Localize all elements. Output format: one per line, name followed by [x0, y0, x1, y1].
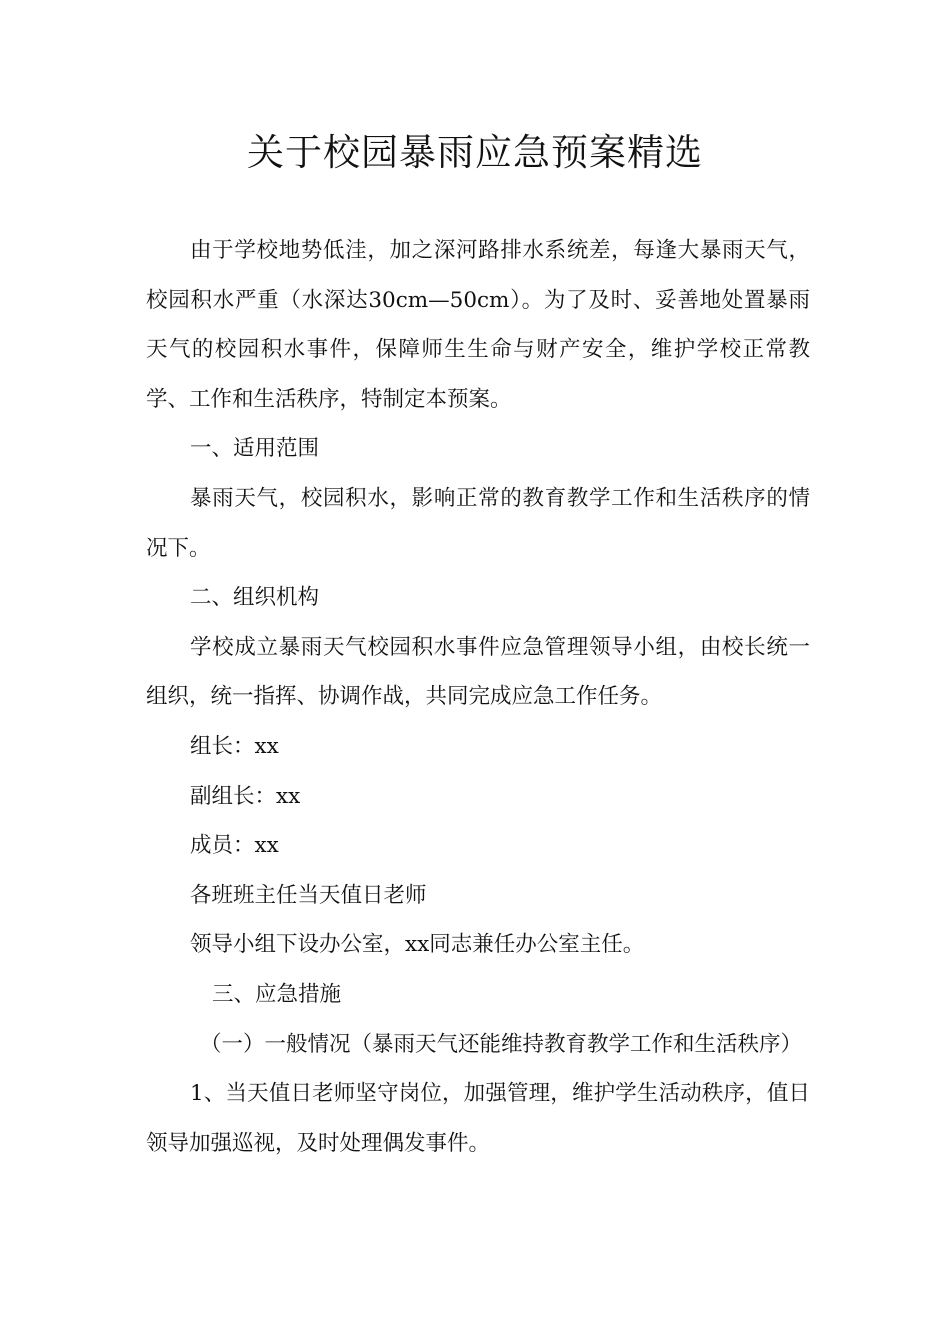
organization-paragraph: 学校成立暴雨天气校园积水事件应急管理领导小组，由校长统一组织，统一指挥、协调作战，共同完成应急工作任务。 — [146, 634, 810, 710]
section-heading-scope: 一、适用范围 — [190, 436, 320, 462]
document-body — [146, 226, 810, 1168]
intro-paragraph: 由于学校地势低洼，加之深河路排水系统差，每逢大暴雨天气，校园积水严重（水深达30cm—50cm）。为了及时、妥善地处置暴雨天气的校园积水事件，保障师生生命与财产安全，维护学校正常教学、工作和生活秩序，特制定本预案。 — [146, 238, 810, 412]
deputy-leader-line: 副组长：xx — [190, 783, 301, 809]
group-leader-line: 组长：xx — [190, 733, 279, 759]
members-line: 成员：xx — [190, 833, 279, 859]
measure-item-1: 1、当天值日老师坚守岗位，加强管理，维护学生活动秩序，值日领导加强巡视，及时处理偶发事件。 — [146, 1081, 810, 1156]
class-teachers-line: 各班班主任当天值日老师 — [190, 882, 427, 908]
section-heading-measures: 三、应急措施 — [212, 981, 342, 1007]
office-line: 领导小组下设办公室，xx同志兼任办公室主任。 — [190, 932, 645, 958]
section-heading-organization: 二、组织机构 — [190, 585, 320, 611]
scope-paragraph: 暴雨天气，校园积水，影响正常的教育教学工作和生活秩序的情况下。 — [146, 485, 810, 561]
document-title: 关于校园暴雨应急预案精选 — [247, 131, 703, 174]
subsection-general-situation: （一）一般情况（暴雨天气还能维持教育教学工作和生活秩序） — [200, 1031, 803, 1057]
